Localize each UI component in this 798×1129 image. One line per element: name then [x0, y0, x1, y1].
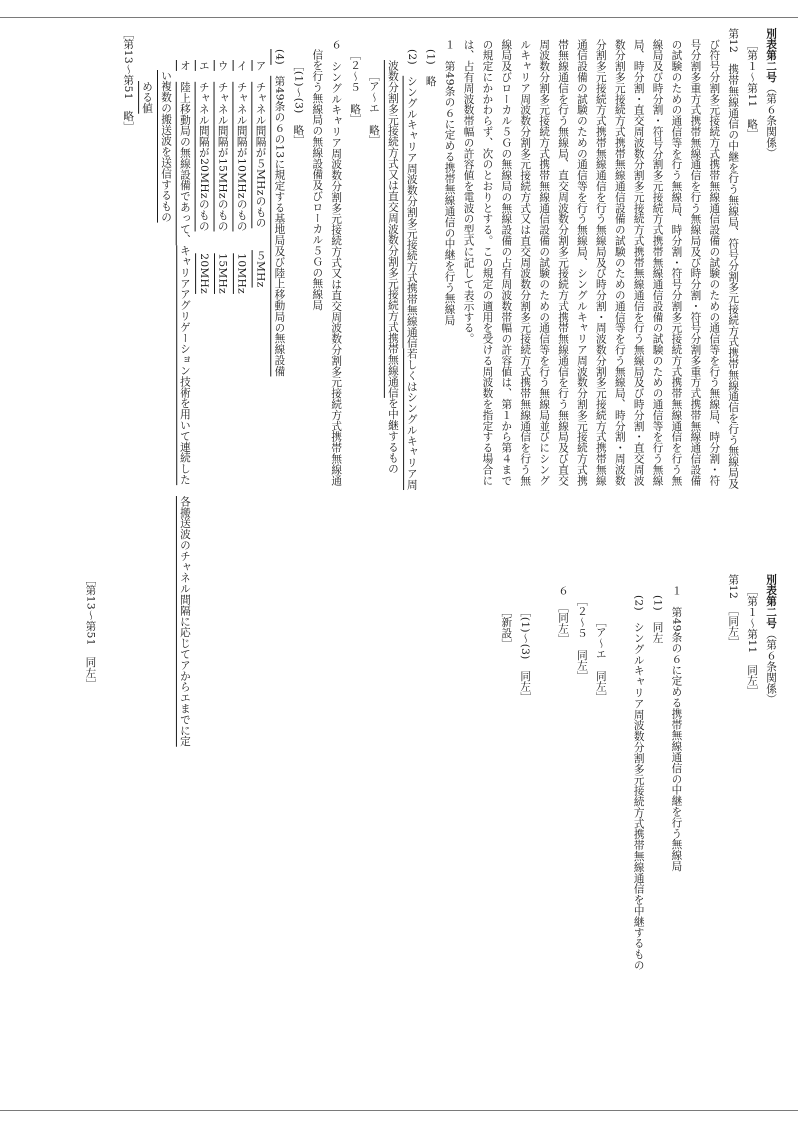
new-p2-line1-a: シングルキャリア周波数分割多元接続方式携帯無線通信	[405, 76, 418, 349]
new-item-12-line-6: 数分割多元接続方式携帯無線通信設備の試験のための通信等を行う無線局、時分割・周波数	[613, 38, 626, 486]
new-item-12-line-9: 帯無線通信を行う無線局、直交周波数分割多元接続方式携帯無線通信を行う無線局及び直交	[557, 38, 570, 486]
new-p1-1: (1) 略	[424, 49, 437, 87]
new-row-b	[232, 28, 251, 563]
old-p1-num: １	[670, 584, 683, 596]
new-row-a-label: チャネル間隔が５MHzのもの	[254, 81, 267, 229]
new-p1-text: 第49条の６に定める携帯無線通信の中継を行う無線局	[443, 60, 456, 326]
new-row-o-text-2a: い複数の搬送波を送信するもの	[160, 70, 172, 223]
new-p2-line2-b: を中継するもの	[386, 397, 399, 475]
top-rule	[0, 17, 798, 18]
new-item-12-line-11: ルキャリア周波数分割多元接続方式又は直交周波数分割多元接続方式携帯無線通信を行う無	[519, 38, 532, 486]
new-p2-line2-a: 波数分割多元接続方式又は直交周波数分割多元接続方式携帯無線通信	[386, 59, 399, 398]
new-p6-num: ６	[330, 38, 343, 50]
new-item-12-line-14: は、占有周波数帯幅の許容値を電波の型式に記して表示する。	[462, 38, 475, 344]
new-row-b-value: 10MHz	[235, 253, 248, 294]
old-p2-num: (2)	[632, 595, 645, 612]
old-p2-text: シングルキャリア周波数分割多元接続方式携帯無線通信を中継するもの	[632, 622, 645, 971]
old-p1-1: (1) 同左	[651, 595, 664, 644]
new-tail: ［第13～第51 略］	[122, 28, 135, 133]
old-p6-1-3: ［(1)～(3) 同左］	[519, 605, 532, 704]
new-row-a	[251, 28, 270, 563]
new-row-o-line-2	[156, 28, 175, 563]
new-item-12-line-4: 線局及び時分割・符号分割多元接続方式携帯無線通信設備の試験のための通信等を行う無線	[651, 38, 664, 486]
new-row-b-label: チャネル間隔が10MHzのもの	[235, 81, 248, 232]
old-title-sub: （第６条関係）	[765, 628, 777, 705]
old-item-12: 第12 ［同左］	[727, 574, 740, 649]
new-item-1-11: ［第１～第11 略］	[746, 38, 759, 140]
new-p6-4-num: (4)	[273, 49, 286, 66]
new-item-12-line-8: 通信設備の試験のための通信等を行う無線局、シングルキャリア周波数分割多元接続方式携	[575, 38, 588, 486]
new-row-o-text-1a: 陸上移動局の無線設備であって、	[178, 81, 191, 246]
new-row-a-value: ５MHz	[254, 249, 267, 288]
new-item-12-line-10: 周波数分割多元接続方式携帯無線通信設備の試験のための通信等を行う無線局並びにシング	[538, 38, 551, 486]
new-row-o-text-1c: 各搬送波のチャネル間隔に応じてアからエまでに定	[178, 495, 191, 747]
old-p1-text: 第49条の６に定める携帯無線通信の中継を行う無線局	[670, 606, 683, 872]
old-version-column	[10, 574, 780, 1104]
new-item-12-line-5: 局、時分割・直交周波数分割多元接続方式携帯無線通信を行う無線局及び時分割・直交周波	[632, 38, 645, 486]
new-item-12-line-0: 携帯無線通信の中継を行う無線局、符号分割多元接続方式携帯無線通信を行う無線局及	[727, 63, 740, 489]
new-row-c-kana: ウ	[216, 59, 229, 71]
old-tail: ［第13～第51 同左］	[84, 574, 97, 690]
new-row-d-value: 20MHz	[197, 253, 210, 294]
bottom-rule	[0, 1110, 798, 1111]
old-item-1-11: ［第１～第11 同左］	[746, 584, 759, 697]
new-item-12-line-12: 線局及びローカル５Ｇの無線局の無線設備の占有周波数帯幅の許容値は、第１から第４まで	[500, 38, 513, 486]
new-title: 別表第二号	[765, 28, 777, 83]
old-title: 別表第二号	[765, 574, 777, 629]
new-title-sub: （第６条関係）	[765, 82, 777, 159]
new-row-a-kana: ア	[254, 59, 267, 71]
new-row-d-label: チャネル間隔が20MHzのもの	[197, 81, 210, 232]
new-p2-num: (2)	[405, 49, 418, 66]
old-new-item: ［新設］	[500, 605, 513, 650]
new-row-o-line-3	[137, 28, 156, 563]
new-row-d	[194, 28, 213, 563]
new-p6-text-2: 信を行う無線局の無線設備及びローカル５Ｇの無線局	[311, 49, 324, 311]
new-item-12-label: 第12	[727, 28, 740, 53]
new-row-c-value: 15MHz	[216, 253, 229, 294]
new-row-o-kana: オ	[178, 59, 191, 71]
new-row-o-text-3: める値	[141, 81, 154, 114]
new-p6-4-text: 第49条の６の13に規定する基地局及び陸上移動局の無線設備	[273, 76, 286, 377]
new-row-c	[213, 28, 232, 563]
new-row-d-kana: エ	[197, 59, 210, 71]
new-p2-5: ［２～５ 略］	[349, 49, 362, 126]
new-p2-line1-b: 若しくはシングルキャリア周	[405, 348, 418, 491]
new-item-12-line-7: 分割多元接続方式携帯無線通信を行う無線局及び時分割・周波数分割多元接続方式携帯無線	[594, 38, 607, 486]
old-p2-5: ［２～５ 同左］	[575, 595, 588, 683]
new-p6-1-3: ［(1)～(3) 略］	[292, 59, 305, 147]
new-item-12-line-2: 号分割多重方式携帯無線通信を行う無線局及び時分割・符号分割多重方式携帯無線通信設備	[689, 38, 702, 486]
new-row-b-kana: イ	[235, 59, 248, 71]
new-p2-sub: ［ア～エ 略］	[367, 70, 380, 147]
new-p6-text-1: シングルキャリア周波数分割多元接続方式又は直交周波数分割多元接続方式携帯無線通	[330, 60, 343, 486]
new-row-c-label: チャネル間隔が15MHzのもの	[216, 81, 229, 232]
new-row-o-text-1b: キャリアアグリゲーション技術を用いて連続した	[178, 245, 191, 485]
old-p6: ６ ［同左］	[557, 584, 570, 645]
new-item-12-line-13: の規定にかかわらず、次のとおりとする。この規定の適用を受ける周波数を指定する場合に	[481, 38, 494, 486]
new-item-12-line-1: び符号分割多元接続方式携帯無線通信設備の試験のための通信等を行う無線局、時分割・符	[708, 38, 721, 486]
new-p1-num: １	[443, 38, 456, 50]
new-row-o	[175, 28, 194, 747]
new-item-12-line-3: の試験のための通信等を行う無線局、時分割・符号分割多元接続方式携帯無線通信を行う無	[670, 38, 683, 486]
old-p2-sub: ［ア～エ 同左］	[594, 616, 607, 704]
